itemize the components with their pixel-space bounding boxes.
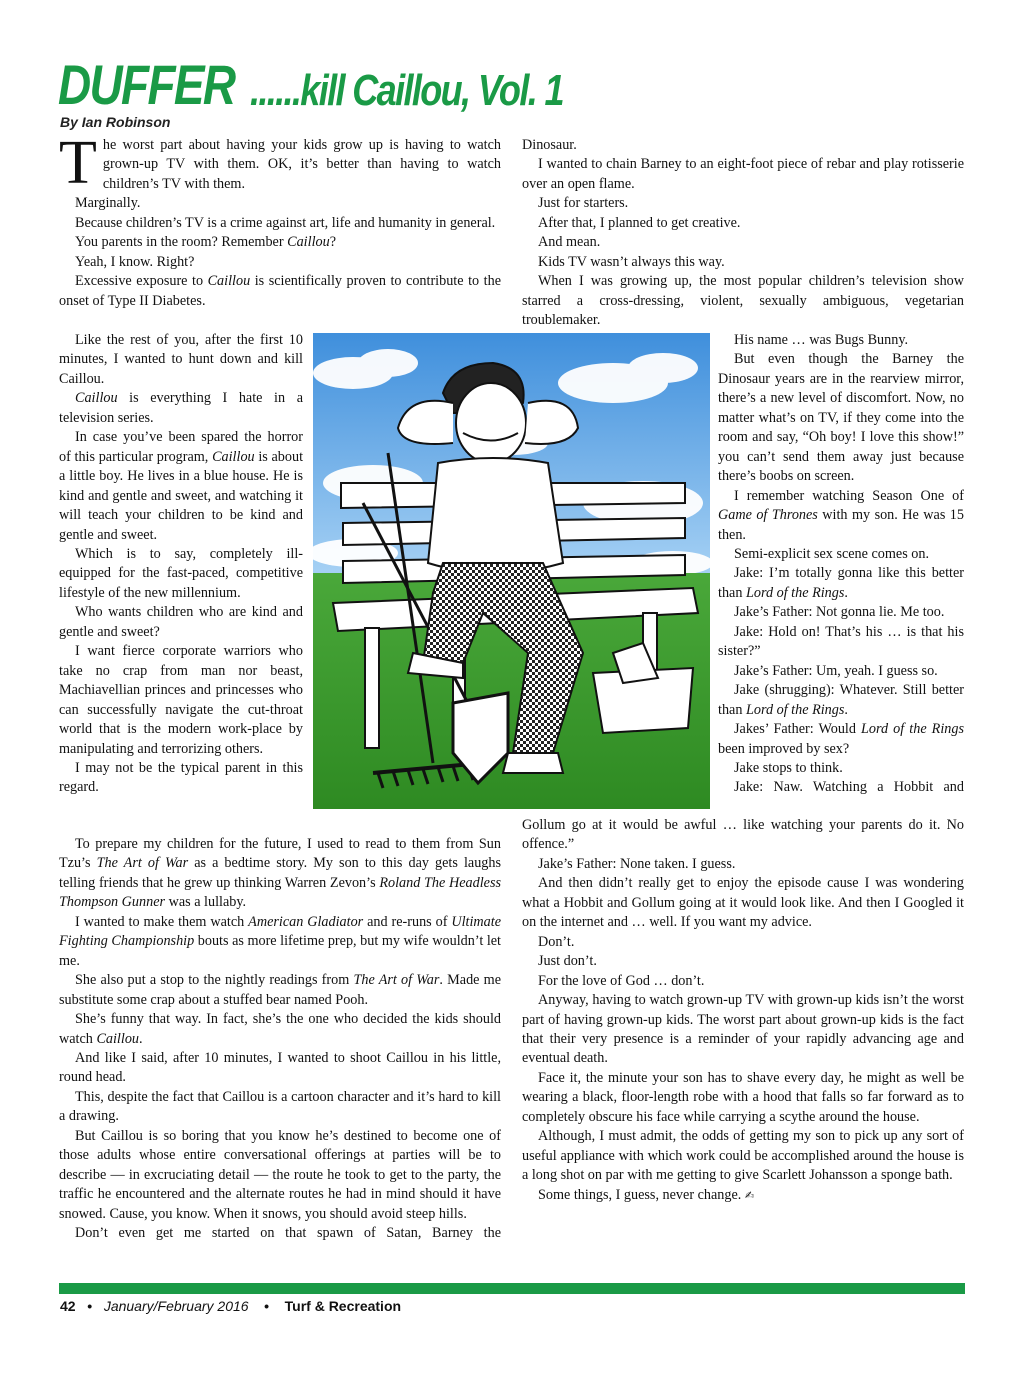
paragraph: Caillou is everything I hate in a television series. (59, 390, 303, 426)
article-column-c (59, 835, 501, 1244)
paragraph: Some things, I guess, never change. ✍ (538, 1186, 755, 1203)
paragraph: Kids TV wasn’t always this way. (538, 253, 725, 270)
paragraph: Jake’s Father: Um, yeah. I guess so. (734, 662, 938, 679)
article-column-a (59, 129, 501, 311)
paragraph: I may not be the typical parent in this regard. (59, 759, 303, 796)
article-column-b (59, 331, 303, 798)
paragraph: To prepare my children for the future, I used to read to them from Sun Tzu’s The Art of War as a bedtime story. My son to this day gets laughs telling friends that he grew up thinking Warren Zevon’s Roland The Headless Thompson Gunner was a lullaby. (59, 836, 501, 911)
paragraph: Because children’s TV is a crime against art, life and humanity in general. (75, 214, 496, 231)
title-main: DUFFER (58, 53, 235, 116)
paragraph: Yeah, I know. Right? (75, 253, 195, 270)
paragraph: I remember watching Season One of Game of Thrones with my son. He was 15 then. (718, 487, 964, 543)
article-title (58, 52, 563, 116)
paragraph: Who wants children who are kind and gentle and sweet? (59, 604, 303, 640)
paragraph: When I was growing up, the most popular children’s television show starred a cross-dressing, violent, sexually ambiguous, vegetarian troublemaker. (522, 273, 964, 329)
page-number: 42 (60, 1298, 76, 1314)
paragraph: In case you’ve been spared the horror of this particular program, Caillou is about a little boy. He lives in a blue house. He is kind and gentle and sweet, and watching it will teach your children to be kind and gentle and sweet. (59, 429, 304, 543)
article-column-f (522, 816, 964, 1205)
paragraph: Marginally. (75, 195, 141, 212)
man-on-bench-illustration (313, 333, 710, 809)
end-mark-icon: ✍ (744, 1188, 755, 1202)
paragraph: I want fierce corporate warriors who take no crap from man nor beast, Machiavellian princes and princesses who can successfully navigate the cut-throat world that is the modern work-place by manipulating and terrorizing others. (59, 643, 303, 757)
paragraph: Excessive exposure to Caillou is scientifically proven to contribute to the onset of Type II Diabetes. (59, 273, 501, 309)
footer (60, 1298, 401, 1314)
footer-separator: • (87, 1298, 93, 1314)
paragraph: I wanted to make them watch American Gladiator and re-runs of Ultimate Fighting Championship bouts as more lifetime prep, but my wife wouldn’t let me. (59, 913, 502, 969)
paragraph: After that, I planned to get creative. (538, 214, 741, 231)
paragraph: Just don’t. (538, 953, 597, 970)
article-column-e (718, 331, 964, 798)
paragraph: This, despite the fact that Caillou is a cartoon character and it’s hard to kill a drawing. (59, 1088, 501, 1125)
paragraph: Like the rest of you, after the first 10 minutes, I wanted to hunt down and kill Caillou. (59, 332, 303, 387)
paragraph: For the love of God … don’t. (538, 972, 705, 989)
issue-date: January/February 2016 (103, 1298, 249, 1314)
drop-cap: T (59, 129, 97, 197)
footer-separator: • (264, 1298, 270, 1314)
title-sub: ......kill Caillou, Vol. 1 (250, 66, 563, 115)
paragraph: You parents in the room? Remember Caillou? (75, 234, 337, 251)
paragraph: Don’t. (538, 933, 575, 950)
paragraph: And mean. (538, 234, 601, 251)
paragraph: Jake (shrugging): Whatever. Still better than Lord of the Rings. (718, 682, 964, 718)
paragraph: Jake: I’m totally gonna like this better than Lord of the Rings. (718, 565, 964, 601)
article-column-d (522, 136, 964, 331)
paragraph: Jake: Hold on! That’s his … is that his sister?” (718, 623, 964, 660)
paragraph: Don’t even get me started on that spawn of Satan, Barney the (75, 1225, 501, 1242)
paragraph: I wanted to chain Barney to an eight-foot piece of rebar and play rotisserie over an open flame. (522, 156, 964, 192)
paragraph: Semi-explicit sex scene comes on. (734, 545, 930, 562)
paragraph: And then didn’t really get to enjoy the episode cause I was wondering what a Hobbit and Gollum going at it would look like. And then I Googled it on the internet and … well. If you want my advice. (522, 875, 964, 931)
footer-bar (59, 1283, 965, 1294)
paragraph: But even though the Barney the Dinosaur years are in the rearview mirror, there’s a new level of discomfort. Now, no matter what’s on TV, if they come into the room and say, “Oh boy! I love this show!” you can’t send them away just because there’s boobs on screen. (718, 351, 964, 485)
paragraph: Jake’s Father: Not gonna lie. Me too. (734, 604, 945, 621)
paragraph: Although, I must admit, the odds of getting my son to pick up any sort of useful appliance with which work could be accomplished around the house is a long shot on par with me getting to give Scarlett Johansson a sponge bath. (522, 1128, 964, 1184)
paragraph: She also put a stop to the nightly readings from The Art of War. Made me substitute some crap about a stuffed bear named Pooh. (59, 972, 501, 1008)
paragraph: he worst part about having your kids grow up is having to watch grown-up TV with them. OK, it’s better than having to watch children’s TV with them. (102, 137, 501, 192)
paragraph: But Caillou is so boring that you know he’s destined to become one of those adults whose entire conversational offerings at parties will be to describe — in excruciating detail — the route he took to get to the party, the traffic he encountered and the alternate routes he had in mind should it have snowed. Cause, you know. When it snows, you should avoid steep hills. (59, 1127, 501, 1222)
paragraph: Jake stops to think. (734, 759, 843, 776)
paragraph: Anyway, having to watch grown-up TV with grown-up kids isn’t the worst part of having grown-up kids. The worst part about grown-up kids is the fact that their very presence is a reminder of your rapidly advancing age and eventual death. (522, 992, 964, 1067)
paragraph: She’s funny that way. In fact, she’s the one who decided the kids should watch Caillou. (59, 1011, 501, 1047)
paragraph: And like I said, after 10 minutes, I wanted to shoot Caillou in his little, round head. (59, 1049, 501, 1086)
magazine-name: Turf & Recreation (284, 1298, 402, 1314)
byline: By Ian Robinson (60, 114, 171, 130)
paragraph: His name … was Bugs Bunny. (734, 332, 909, 348)
paragraph: Jakes’ Father: Would Lord of the Rings been improved by sex? (718, 721, 964, 757)
paragraph: Jake: Naw. Watching a Hobbit and (734, 779, 964, 796)
paragraph: Gollum go at it would be awful … like watching your parents do it. No offence.” (522, 817, 964, 853)
paragraph: Face it, the minute your son has to shave every day, he might as well be wearing a black, floor-length robe with a hood that falls so far forward as to completely obscure his face while carrying a scythe around the house. (522, 1069, 964, 1125)
paragraph: Dinosaur. (522, 137, 577, 153)
paragraph: Jake’s Father: None taken. I guess. (538, 855, 736, 872)
paragraph: Just for starters. (538, 195, 629, 212)
paragraph: Which is to say, completely ill-equipped for the fast-paced, competitive lifestyle of the new millennium. (59, 545, 303, 601)
